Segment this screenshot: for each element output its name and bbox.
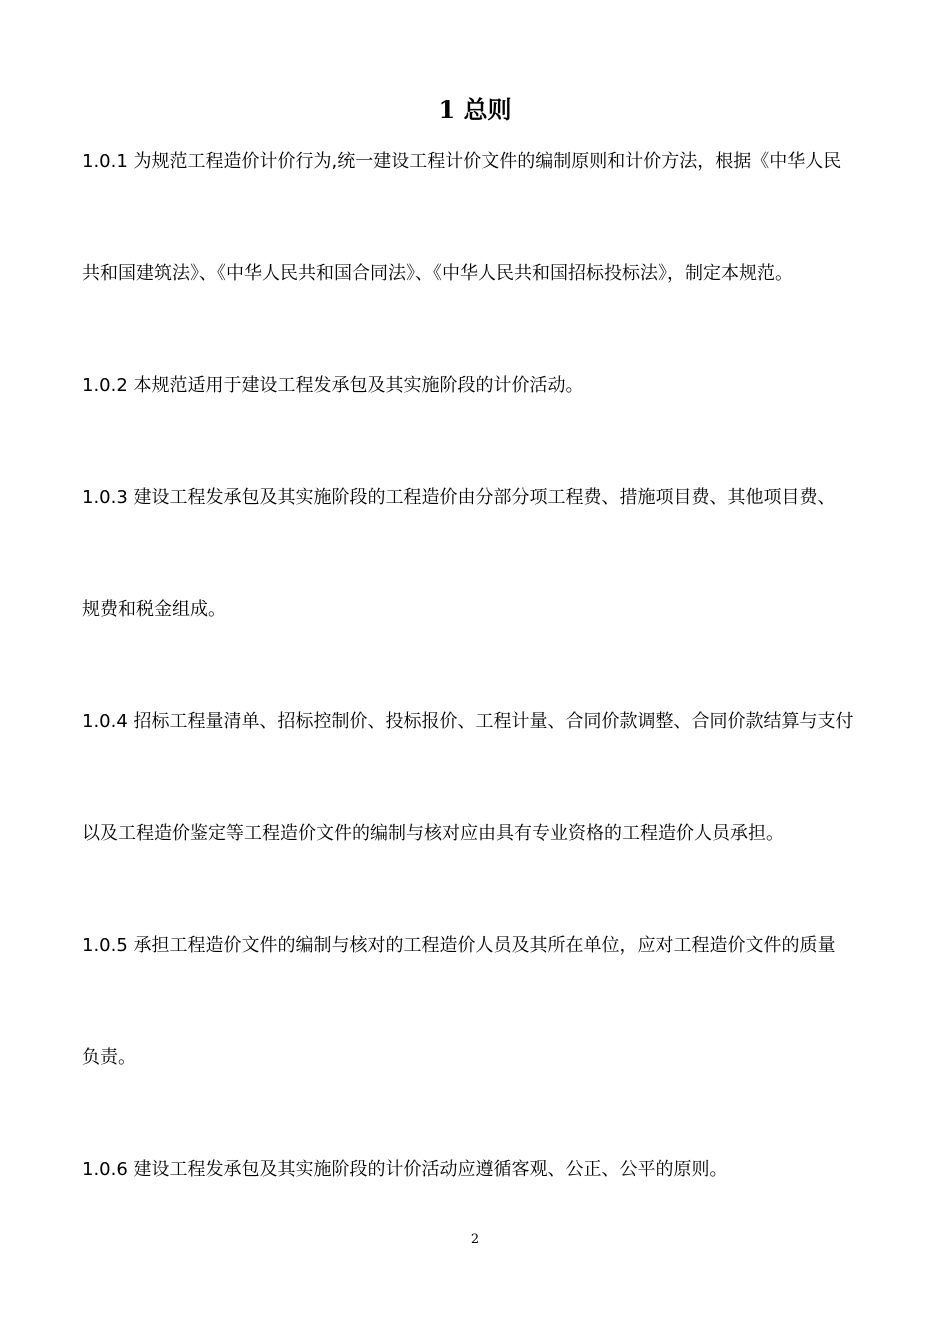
clause-1-0-3-line-2: 规费和税金组成。 [82, 599, 226, 620]
clause-1-0-2: 1.0.2 本规范适用于建设工程发承包及其实施阶段的计价活动。 [82, 375, 584, 396]
clause-1-0-5-line-2: 负责。 [82, 1047, 136, 1068]
clause-1-0-1-line-2: 共和国建筑法》、《中华人民共和国合同法》、《中华人民共和国招标投标法》，制定本规范。 [82, 263, 793, 284]
clause-1-0-4-line-1: 1.0.4 招标工程量清单、招标控制价、投标报价、工程计量、合同价款调整、合同价款结算与支付 [82, 711, 854, 732]
page-number: 2 [470, 1232, 480, 1247]
clause-1-0-1-line-1: 1.0.1 为规范工程造价计价行为,统一建设工程计价文件的编制原则和计价方法，根据《中华人民 [82, 151, 842, 172]
page-title: 1 总则 [438, 95, 512, 124]
clause-1-0-4-line-2: 以及工程造价鉴定等工程造价文件的编制与核对应由具有专业资格的工程造价人员承担。 [82, 823, 784, 844]
clause-1-0-6: 1.0.6 建设工程发承包及其实施阶段的计价活动应遵循客观、公正、公平的原则。 [82, 1159, 728, 1180]
clause-1-0-3-line-1: 1.0.3 建设工程发承包及其实施阶段的工程造价由分部分项工程费、措施项目费、其他项目费、 [82, 487, 836, 508]
clause-1-0-5-line-1: 1.0.5 承担工程造价文件的编制与核对的工程造价人员及其所在单位，应对工程造价文件的质量 [82, 935, 836, 956]
